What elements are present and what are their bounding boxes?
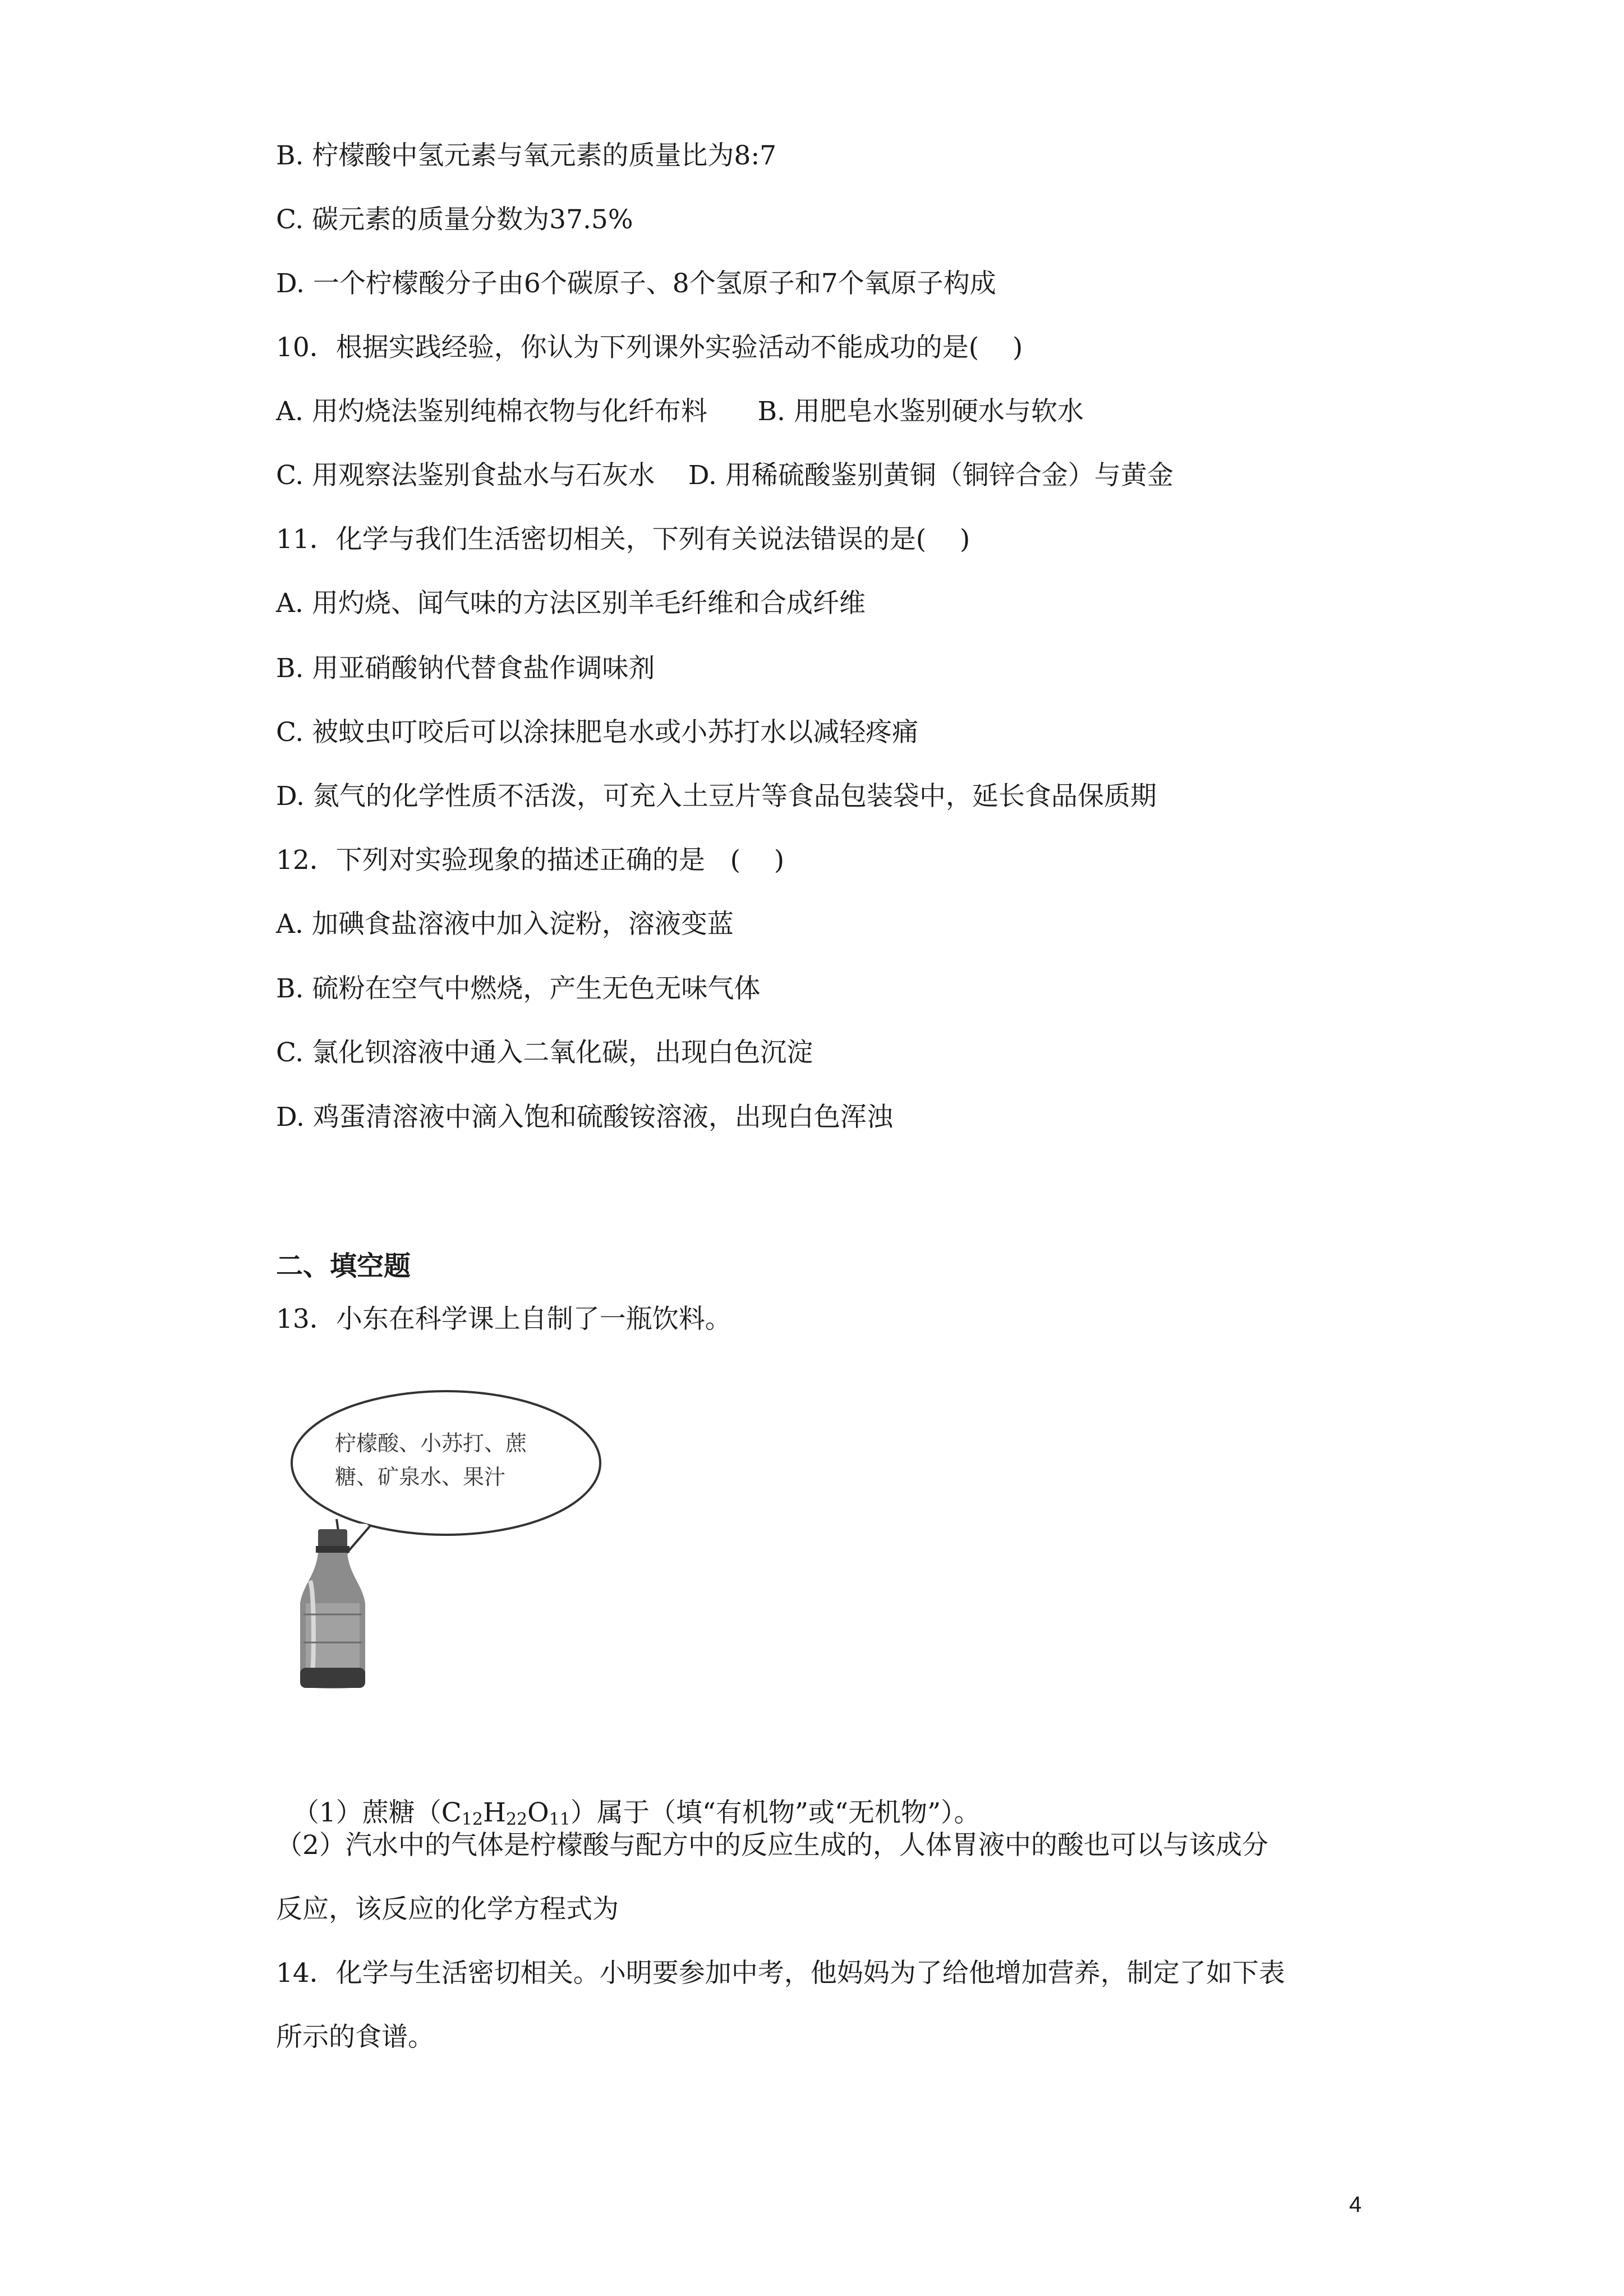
- speech-bubble: [292, 1391, 600, 1535]
- question-12: 12．下列对实验现象的描述正确的是 ( ): [276, 845, 785, 876]
- question-14-cont: 所示的食谱。: [276, 2022, 434, 2053]
- oxygen-symbol: O: [527, 1797, 549, 1828]
- question-13-part2-cont: 反应，该反应的化学方程式为: [276, 1894, 619, 1925]
- part1-suffix: ）属于（填“有机物”或“无机物”）。: [570, 1797, 981, 1828]
- option-12c: C. 氯化钡溶液中通入二氧化碳，出现白色沉淀: [276, 1037, 813, 1068]
- option-9d: D. 一个柠檬酸分子由6个碳原子、8个氢原子和7个氧原子构成: [276, 268, 996, 299]
- option-11d: D. 氮气的化学性质不活泼，可充入土豆片等食品包装袋中，延长食品保质期: [276, 781, 1157, 812]
- oxygen-subscript: 11: [549, 1810, 571, 1829]
- page-number: 4: [1349, 2192, 1362, 2217]
- part1-prefix: （1）蔗糖（C: [292, 1797, 462, 1828]
- question-11: 11．化学与我们生活密切相关，下列有关说法错误的是( ): [276, 524, 970, 555]
- section-title: 二、填空题: [276, 1250, 411, 1282]
- option-12b: B. 硫粉在空气中燃烧，产生无色无味气体: [276, 973, 761, 1004]
- options-10-ab: A. 用灼烧法鉴别纯棉衣物与化纤布料 B. 用肥皂水鉴别硬水与软水: [276, 396, 1084, 427]
- hydrogen-symbol: H: [482, 1797, 506, 1828]
- question-10: 10．根据实践经验，你认为下列课外实验活动不能成功的是( ): [276, 332, 1023, 363]
- option-11c: C. 被蚊虫叮咬后可以涂抹肥皂水或小苏打水以减轻疼痛: [276, 717, 919, 748]
- bottle-illustration: [283, 1379, 609, 1693]
- options-10-cd: C. 用观察法鉴别食盐水与石灰水 D. 用稀硫酸鉴别黄铜（铜锌合金）与黄金: [276, 460, 1174, 491]
- question-13-part2: （2）汽水中的气体是柠檬酸与配方中的反应生成的，人体胃液中的酸也可以与该成分: [276, 1830, 1268, 1861]
- question-13: 13．小东在科学课上自制了一瓶饮料。: [276, 1304, 732, 1335]
- bottle-icon: [300, 1529, 365, 1688]
- bubble-text-line2: 糖、矿泉水、果汁: [335, 1465, 506, 1489]
- option-9c: C. 碳元素的质量分数为37.5%: [276, 204, 633, 235]
- carbon-subscript: 12: [461, 1810, 483, 1829]
- hydrogen-subscript: 22: [505, 1810, 528, 1829]
- speech-bubble-tail-join: [339, 1524, 367, 1526]
- question-13-part1: [276, 1763, 981, 1830]
- option-9b: B. 柠檬酸中氢元素与氧元素的质量比为8:7: [276, 140, 777, 171]
- option-12a: A. 加碘食盐溶液中加入淀粉，溶液变蓝: [276, 909, 734, 940]
- option-12d: D. 鸡蛋清溶液中滴入饱和硫酸铵溶液，出现白色浑浊: [276, 1102, 893, 1133]
- option-11a: A. 用灼烧、闻气味的方法区别羊毛纤维和合成纤维: [276, 588, 866, 619]
- question-14: 14．化学与生活密切相关。小明要参加中考，他妈妈为了给他增加营养，制定了如下表: [276, 1958, 1285, 1989]
- bubble-text-line1: 柠檬酸、小苏打、蔗: [335, 1431, 527, 1456]
- option-11b: B. 用亚硝酸钠代替食盐作调味剂: [276, 653, 655, 684]
- drink-bottle-figure: [283, 1379, 609, 1693]
